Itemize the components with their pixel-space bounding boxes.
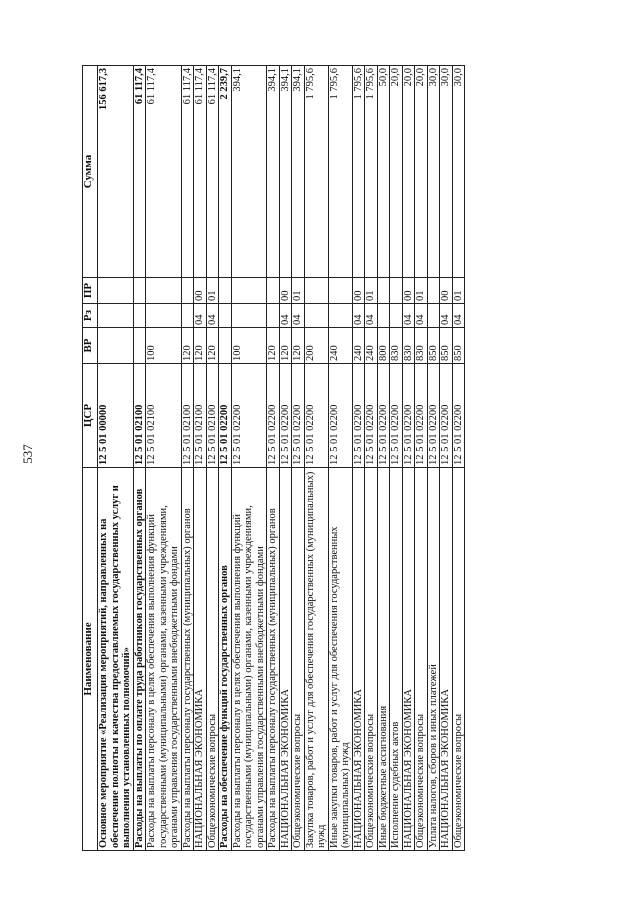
cell-name: Общеэкономические вопросы [365, 468, 378, 851]
cell-sum: 1 795,6 [304, 66, 328, 278]
cell-name: Общеэкономические вопросы [206, 468, 219, 851]
cell-vr: 850 [440, 328, 453, 364]
cell-name: Общеэкономические вопросы [452, 468, 465, 851]
cell-pr [304, 278, 328, 304]
cell-pr [267, 278, 280, 304]
cell-csr: 12 5 01 02200 [402, 364, 415, 468]
cell-csr: 12 5 01 02200 [328, 364, 352, 468]
cell-vr: 830 [402, 328, 415, 364]
cell-rz [231, 304, 267, 328]
cell-rz [328, 304, 352, 328]
cell-pr: 01 [206, 278, 219, 304]
cell-rz: 04 [352, 304, 365, 328]
cell-csr: 12 5 01 02200 [292, 364, 305, 468]
cell-pr [146, 278, 182, 304]
cell-rz [219, 304, 232, 328]
table-row [181, 66, 194, 851]
cell-rz: 04 [206, 304, 219, 328]
cell-sum: 1 795,6 [352, 66, 365, 278]
table-row [377, 66, 390, 851]
table-row [98, 66, 134, 851]
table-row [415, 66, 428, 851]
cell-rz: 04 [415, 304, 428, 328]
cell-pr [231, 278, 267, 304]
cell-csr: 12 5 01 02200 [415, 364, 428, 468]
cell-vr: 100 [231, 328, 267, 364]
cell-rz [98, 304, 134, 328]
cell-rz: 04 [402, 304, 415, 328]
cell-csr: 12 5 01 02200 [304, 364, 328, 468]
cell-rz [304, 304, 328, 328]
cell-name: Закупка товаров, работ и услуг для обеспечения государственных (муниципальных) нужд [304, 468, 328, 851]
cell-vr [133, 328, 146, 364]
cell-csr: 12 5 01 02200 [365, 364, 378, 468]
cell-csr: 12 5 01 02200 [279, 364, 292, 468]
cell-vr [98, 328, 134, 364]
cell-sum: 61 117,4 [133, 66, 146, 278]
cell-name: Уплата налогов, сборов и иных платежей [427, 468, 440, 851]
table-row [440, 66, 453, 851]
header-sum: Сумма [83, 66, 98, 278]
cell-vr: 200 [304, 328, 328, 364]
cell-vr: 120 [181, 328, 194, 364]
cell-pr: 01 [292, 278, 305, 304]
cell-pr [133, 278, 146, 304]
cell-csr: 12 5 01 02200 [267, 364, 280, 468]
cell-name: НАЦИОНАЛЬНАЯ ЭКОНОМИКА [352, 468, 365, 851]
table-row [365, 66, 378, 851]
cell-name: Общеэкономические вопросы [415, 468, 428, 851]
cell-sum: 20,0 [415, 66, 428, 278]
cell-rz [427, 304, 440, 328]
cell-pr [219, 278, 232, 304]
cell-sum: 394,1 [231, 66, 267, 278]
cell-csr: 12 5 01 02100 [194, 364, 207, 468]
cell-sum: 20,0 [390, 66, 403, 278]
table-row [352, 66, 365, 851]
header-csr: ЦСР [83, 364, 98, 468]
cell-vr: 240 [365, 328, 378, 364]
cell-sum: 61 117,4 [146, 66, 182, 278]
cell-name: Иные закупки товаров, работ и услуг для обеспечения государственных (муниципальных) нужд [328, 468, 352, 851]
cell-name: Основное мероприятие «Реализация мероприятий, направленных на обеспечение полноты и качества предоставляемых государственных услуг и выполнения установленных полномочий» [98, 468, 134, 851]
cell-vr: 800 [377, 328, 390, 364]
cell-csr: 12 5 01 02100 [181, 364, 194, 468]
header-pr: ПР [83, 278, 98, 304]
cell-csr: 12 5 01 02200 [377, 364, 390, 468]
table-row [219, 66, 232, 851]
cell-rz: 04 [440, 304, 453, 328]
cell-rz [181, 304, 194, 328]
cell-sum: 50,0 [377, 66, 390, 278]
cell-vr: 850 [452, 328, 465, 364]
cell-sum: 2 239,7 [219, 66, 232, 278]
cell-rz [146, 304, 182, 328]
cell-sum: 1 795,6 [328, 66, 352, 278]
cell-pr: 01 [452, 278, 465, 304]
cell-pr: 01 [415, 278, 428, 304]
page-number: 537 [19, 444, 35, 464]
cell-pr [377, 278, 390, 304]
cell-sum: 30,0 [440, 66, 453, 278]
cell-name: Расходы на обеспечение функций государственных органов [219, 468, 232, 851]
cell-pr [98, 278, 134, 304]
cell-csr: 12 5 01 02100 [206, 364, 219, 468]
cell-pr [427, 278, 440, 304]
cell-csr: 12 5 01 02200 [427, 364, 440, 468]
cell-csr: 12 5 01 00000 [98, 364, 134, 468]
cell-rz [267, 304, 280, 328]
cell-vr: 120 [292, 328, 305, 364]
cell-sum: 1 795,6 [365, 66, 378, 278]
table-row [328, 66, 352, 851]
cell-csr: 12 5 01 02200 [352, 364, 365, 468]
cell-rz [133, 304, 146, 328]
table-row [279, 66, 292, 851]
cell-csr: 12 5 01 02100 [133, 364, 146, 468]
cell-sum: 20,0 [402, 66, 415, 278]
table-row [427, 66, 440, 851]
cell-pr [328, 278, 352, 304]
table-row [267, 66, 280, 851]
cell-name: Расходы на выплаты персоналу государственных (муниципальных) органов [181, 468, 194, 851]
cell-name: НАЦИОНАЛЬНАЯ ЭКОНОМИКА [279, 468, 292, 851]
cell-csr: 12 5 01 02200 [390, 364, 403, 468]
table-row [304, 66, 328, 851]
cell-sum: 61 117,4 [181, 66, 194, 278]
cell-name: Общеэкономические вопросы [292, 468, 305, 851]
cell-csr: 12 5 01 02100 [146, 364, 182, 468]
cell-csr: 12 5 01 02200 [231, 364, 267, 468]
cell-rz: 04 [194, 304, 207, 328]
cell-name: Расходы на выплаты персоналу в целях обеспечения выполнения функций государственными (муниципальными) органами, казенными учреждениями, органами управления государственными внебюджетными фондами [146, 468, 182, 851]
cell-sum: 61 117,4 [206, 66, 219, 278]
cell-rz: 04 [365, 304, 378, 328]
table-row [292, 66, 305, 851]
cell-name: НАЦИОНАЛЬНАЯ ЭКОНОМИКА [402, 468, 415, 851]
table-body [98, 66, 465, 851]
cell-name: НАЦИОНАЛЬНАЯ ЭКОНОМИКА [440, 468, 453, 851]
table-row [206, 66, 219, 851]
table-row [231, 66, 267, 851]
cell-vr: 120 [279, 328, 292, 364]
cell-sum: 61 117,4 [194, 66, 207, 278]
table-row [133, 66, 146, 851]
table-row [390, 66, 403, 851]
cell-pr [181, 278, 194, 304]
cell-vr: 120 [206, 328, 219, 364]
cell-vr: 120 [194, 328, 207, 364]
cell-vr [219, 328, 232, 364]
cell-vr: 240 [352, 328, 365, 364]
cell-vr: 240 [328, 328, 352, 364]
header-rz: Рз [83, 304, 98, 328]
cell-sum: 394,1 [292, 66, 305, 278]
cell-name: НАЦИОНАЛЬНАЯ ЭКОНОМИКА [194, 468, 207, 851]
cell-csr: 12 5 01 02200 [452, 364, 465, 468]
cell-sum: 394,1 [267, 66, 280, 278]
table-header-row [83, 66, 98, 851]
cell-rz [390, 304, 403, 328]
cell-sum: 30,0 [452, 66, 465, 278]
cell-pr: 01 [365, 278, 378, 304]
cell-pr: 00 [352, 278, 365, 304]
cell-csr: 12 5 01 02200 [219, 364, 232, 468]
cell-vr: 830 [390, 328, 403, 364]
cell-pr: 00 [440, 278, 453, 304]
rotated-table-container [82, 66, 465, 851]
cell-pr: 00 [402, 278, 415, 304]
table-row [452, 66, 465, 851]
cell-vr: 100 [146, 328, 182, 364]
cell-name: Иные бюджетные ассигнования [377, 468, 390, 851]
cell-name: Расходы на выплаты по оплате труда работников государственных органов [133, 468, 146, 851]
header-vr: ВР [83, 328, 98, 364]
cell-rz [377, 304, 390, 328]
cell-pr [390, 278, 403, 304]
cell-csr: 12 5 01 02200 [440, 364, 453, 468]
header-name: Наименование [83, 468, 98, 851]
cell-vr: 120 [267, 328, 280, 364]
budget-table [82, 65, 465, 851]
table-row [194, 66, 207, 851]
cell-vr: 850 [427, 328, 440, 364]
table-row [402, 66, 415, 851]
cell-sum: 394,1 [279, 66, 292, 278]
cell-rz: 04 [292, 304, 305, 328]
cell-name: Расходы на выплаты персоналу в целях обеспечения выполнения функций государственными (муниципальными) органами, казенными учреждениями, органами управления государственными внебюджетными фондами [231, 468, 267, 851]
cell-rz: 04 [452, 304, 465, 328]
cell-sum: 156 617,3 [98, 66, 134, 278]
cell-sum: 30,0 [427, 66, 440, 278]
cell-pr: 00 [279, 278, 292, 304]
cell-vr: 830 [415, 328, 428, 364]
cell-pr: 00 [194, 278, 207, 304]
cell-name: Расходы на выплаты персоналу государственных (муниципальных) органов [267, 468, 280, 851]
cell-name: Исполнение судебных актов [390, 468, 403, 851]
table-row [146, 66, 182, 851]
cell-rz: 04 [279, 304, 292, 328]
